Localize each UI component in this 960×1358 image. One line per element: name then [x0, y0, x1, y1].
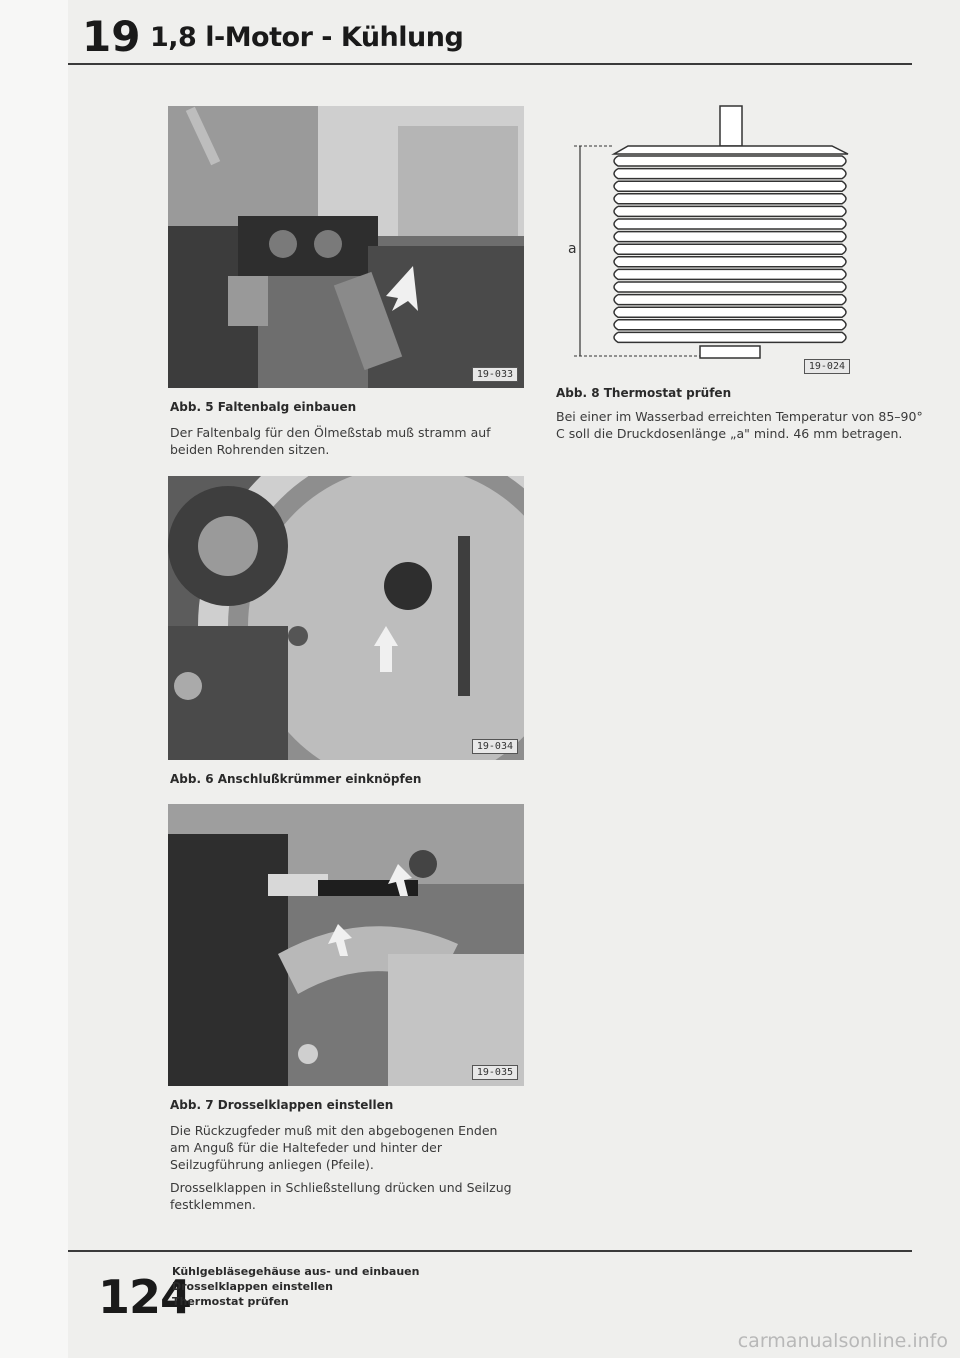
footer-topic: Kühlgebläsegehäuse aus- und einbauen	[172, 1265, 420, 1278]
bellows-fold	[614, 244, 846, 254]
diagram-id-label: 19-024	[804, 359, 850, 374]
figure-7-caption: Abb. 7 Drosselklappen einstellen	[170, 1098, 394, 1112]
figure-8-caption: Abb. 8 Thermostat prüfen	[556, 386, 732, 400]
dimension-label: a	[568, 241, 577, 257]
photo-anschlusskruemmer	[168, 476, 524, 760]
photo-id-label: 19-034	[472, 739, 518, 754]
photo-faltenbalg	[168, 106, 524, 388]
page-title: 1,8 l-Motor - Kühlung	[150, 22, 464, 53]
figure-5-text	[170, 424, 510, 464]
watermark: carmanualsonline.info	[737, 1330, 948, 1352]
bellows-fold	[614, 232, 846, 242]
figure-5-caption: Abb. 5 Faltenbalg einbauen	[170, 400, 357, 414]
figure-7-text	[170, 1122, 520, 1219]
bellows-fold	[614, 295, 846, 305]
footer-topic: Thermostat prüfen	[172, 1295, 289, 1308]
figure-8-paragraph: Bei einer im Wasserbad erreichten Temperatur von 85–90° C soll die Druckdosenlänge „a" mind. 46 mm betragen.	[556, 409, 923, 441]
figure-7-paragraph-2: Drosselklappen in Schließstellung drücken und Seilzug festklemmen.	[170, 1180, 512, 1212]
photo-drosselklappen-image	[168, 804, 524, 1086]
page-margin	[0, 0, 68, 1358]
bellows-fold	[614, 206, 846, 216]
footer-topics	[172, 1264, 419, 1309]
bellows-fold	[614, 169, 846, 179]
thermostat-drawing	[560, 98, 860, 378]
photo-id-label: 19-033	[472, 367, 518, 382]
bellows-fold	[614, 257, 846, 267]
chapter-number: 19	[82, 12, 141, 61]
figure-7-paragraph-1: Die Rückzugfeder muß mit den abgebogenen Enden am Anguß für die Haltefeder und hinter der Seilzugführung anliegen (Pfeile).	[170, 1123, 498, 1172]
footer-topic: Drosselklappen einstellen	[172, 1280, 333, 1293]
photo-id-label: 19-035	[472, 1065, 518, 1080]
bellows-fold	[614, 156, 846, 166]
footer-rule	[68, 1250, 912, 1252]
photo-faltenbalg-image	[168, 106, 524, 388]
bellows-fold	[614, 307, 846, 317]
figure-5-paragraph: Der Faltenbalg für den Ölmeßstab muß stramm auf beiden Rohrenden sitzen.	[170, 425, 491, 457]
photo-drosselklappen	[168, 804, 524, 1086]
page-number: 124	[98, 1270, 192, 1324]
bellows-fold	[614, 332, 846, 342]
thermostat-diagram	[560, 98, 860, 378]
photo-anschlusskruemmer-image	[168, 476, 524, 760]
figure-6-caption: Abb. 6 Anschlußkrümmer einknöpfen	[170, 772, 422, 786]
bellows-fold	[614, 269, 846, 279]
bellows-fold	[614, 320, 846, 330]
bellows-fold	[614, 194, 846, 204]
bellows-fold	[614, 181, 846, 191]
bellows-fold	[614, 282, 846, 292]
header-rule	[68, 63, 912, 65]
figure-8-text	[556, 408, 926, 448]
bellows-fold	[614, 219, 846, 229]
